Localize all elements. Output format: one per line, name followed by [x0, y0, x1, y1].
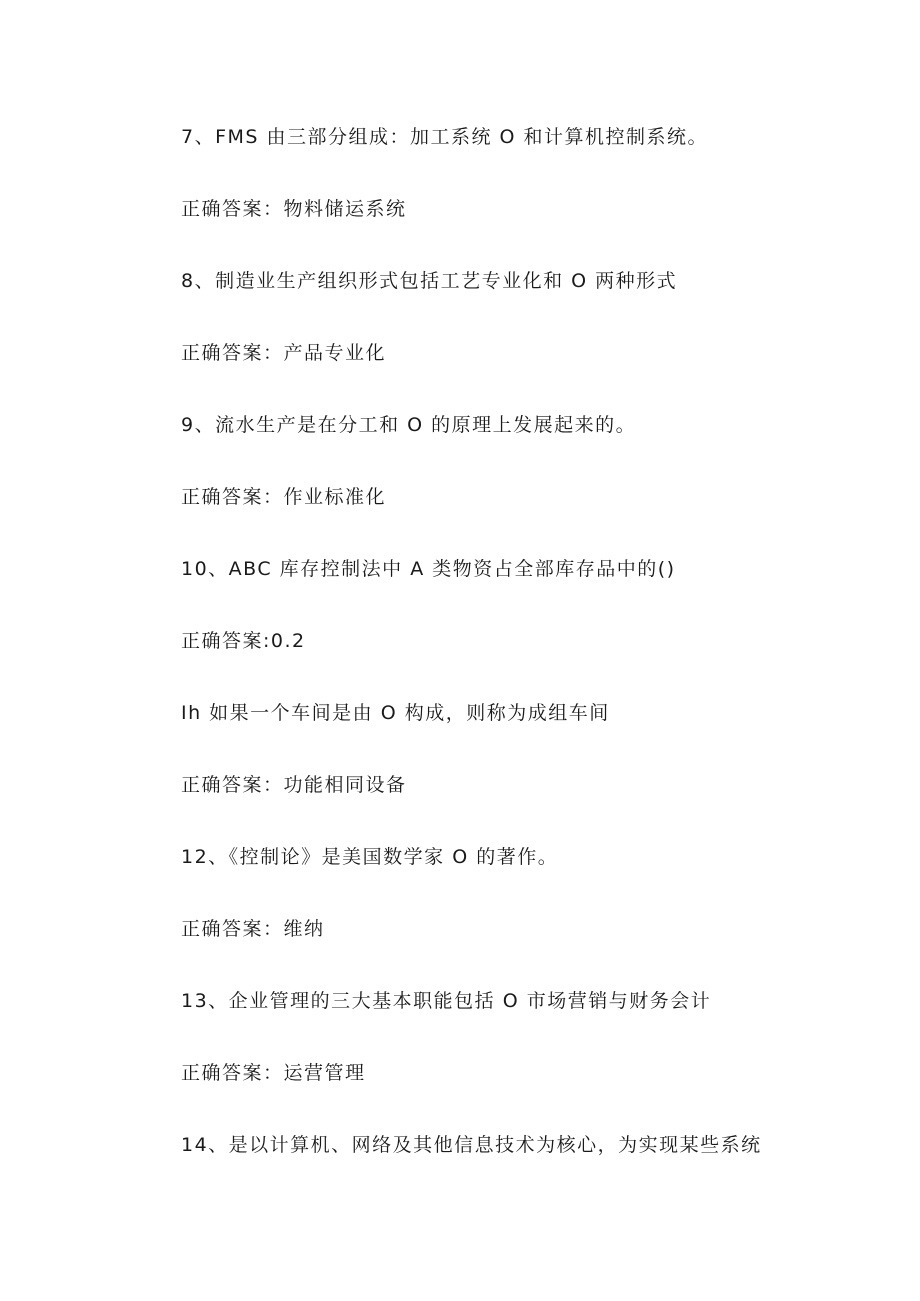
- answer-12: 正确答案：维纳: [181, 918, 325, 940]
- question-11: Ih 如果一个车间是由 O 构成，则称为成组车间: [181, 702, 610, 724]
- question-7: 7、FMS 由三部分组成：加工系统 O 和计算机控制系统。: [181, 126, 709, 148]
- question-8: 8、制造业生产组织形式包括工艺专业化和 O 两种形式: [181, 270, 678, 292]
- question-12: 12、《控制论》是美国数学家 O 的著作。: [181, 846, 559, 868]
- question-13: 13、企业管理的三大基本职能包括 O 市场营销与财务会计: [181, 990, 712, 1012]
- answer-9: 正确答案：作业标准化: [181, 486, 387, 508]
- question-10: 10、ABC 库存控制法中 A 类物资占全部库存品中的(): [181, 558, 676, 580]
- answer-10: 正确答案:0.2: [181, 630, 306, 652]
- answer-7: 正确答案：物料储运系统: [181, 198, 407, 220]
- answer-11: 正确答案：功能相同设备: [181, 774, 407, 796]
- answer-8: 正确答案：产品专业化: [181, 342, 387, 364]
- question-14: 14、是以计算机、网络及其他信息技术为核心，为实现某些系统: [181, 1134, 762, 1156]
- answer-13: 正确答案：运营管理: [181, 1062, 366, 1084]
- question-9: 9、流水生产是在分工和 O 的原理上发展起来的。: [181, 414, 637, 436]
